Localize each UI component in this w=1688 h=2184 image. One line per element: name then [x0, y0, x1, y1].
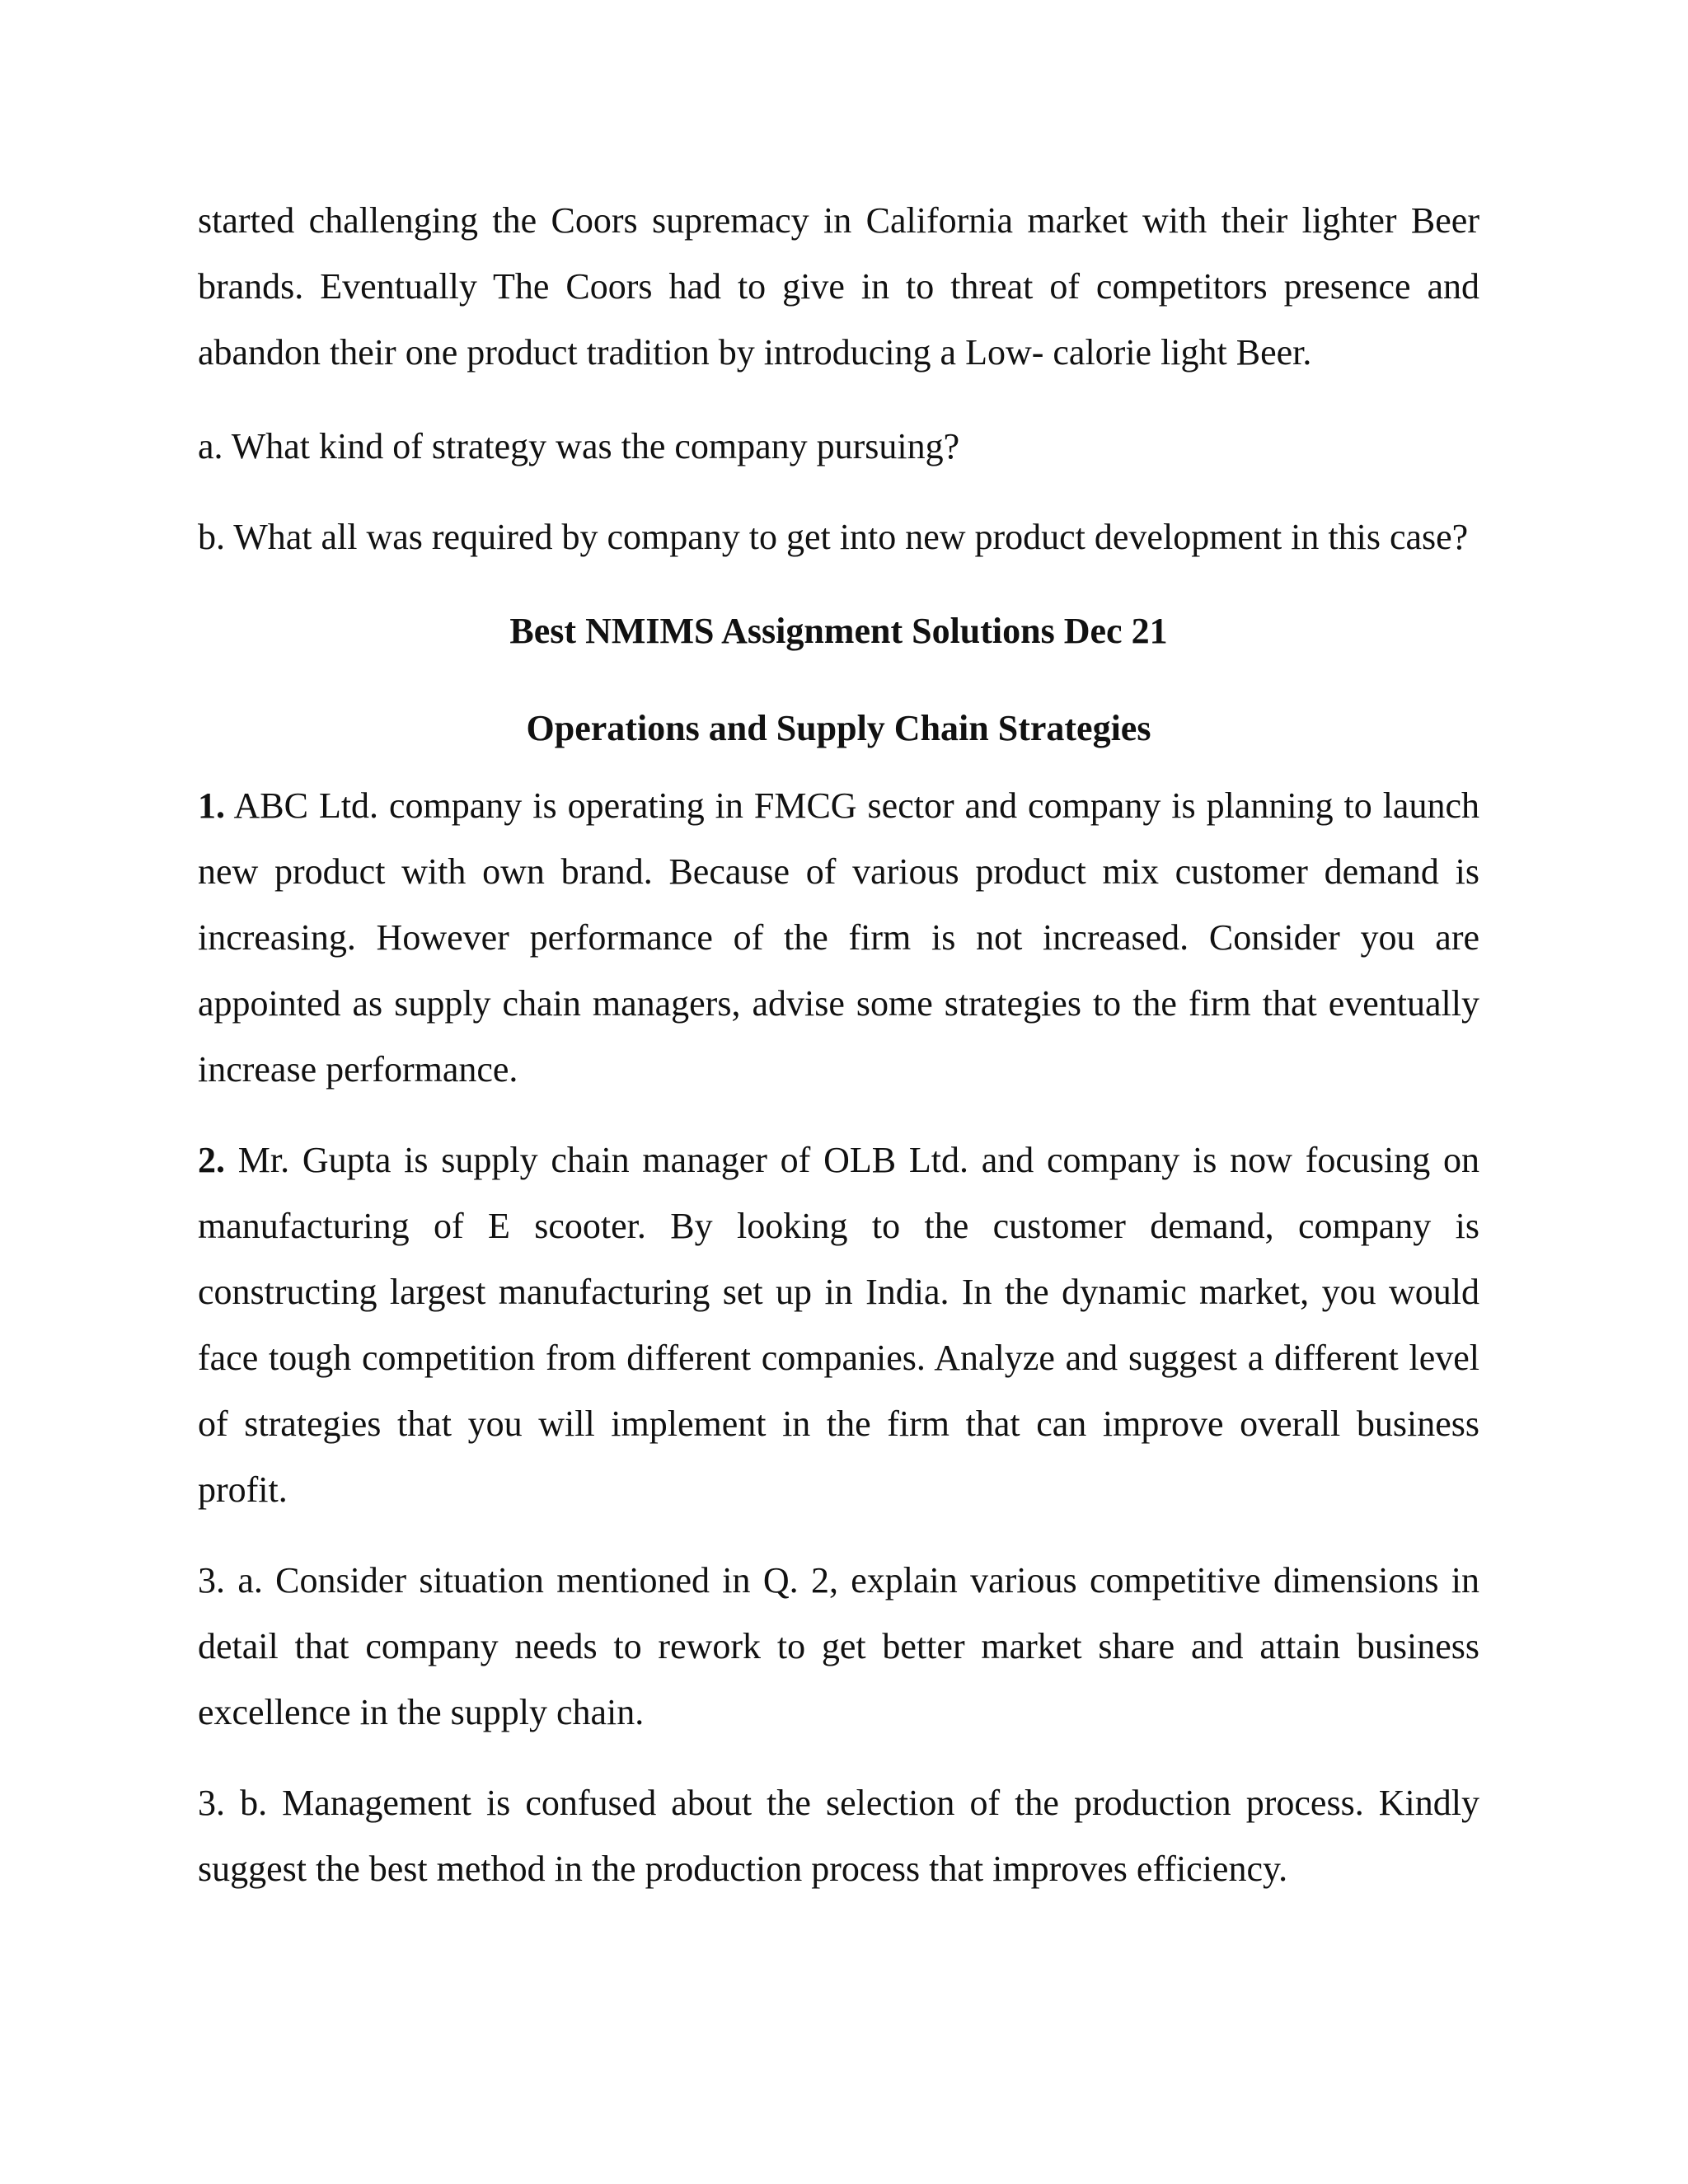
question-3b: 3. b. Management is confused about the selection of the production process. Kindly suggest the best method in the production process that improves efficiency.: [198, 1783, 1479, 1889]
heading-main: Best NMIMS Assignment Solutions Dec 21: [509, 611, 1168, 651]
question-2-number: 2.: [198, 1140, 225, 1180]
question-3a: 3. a. Consider situation mentioned in Q. 2, explain various competitive dimensions in detail that company needs to rework to get better market share and attain business excellence in the supply chain.: [198, 1560, 1479, 1732]
question-1-number: 1.: [198, 785, 225, 826]
question-1-text: ABC Ltd. company is operating in FMCG sector and company is planning to launch new product with own brand. Because of various product mix customer demand is increasing. However performance of the firm is not increased. Consider you are appointed as supply chain managers, advise some strategies to the firm that eventually increase performance.: [198, 785, 1479, 1090]
intro-paragraph: started challenging the Coors supremacy in California market with their lighter Beer brands. Eventually The Coors had to give in to threat of competitors presence and abandon their one product tradition by introducing a Low- calorie light Beer.: [198, 200, 1479, 373]
question-2-text: Mr. Gupta is supply chain manager of OLB Ltd. and company is now focusing on manufacturing of E scooter. By looking to the customer demand, company is constructing largest manufacturing set up in India. In the dynamic market, you would face tough competition from different companies. Analyze and suggest a different level of strategies that you will implement in the firm that can improve overall business profit.: [198, 1140, 1479, 1510]
question-2: [198, 1127, 1479, 1523]
heading-subject: Operations and Supply Chain Strategies: [526, 708, 1151, 748]
question-1: [198, 773, 1479, 1103]
question-a: a. What kind of strategy was the company pursuing?: [198, 426, 960, 466]
page-content: [198, 188, 1479, 1902]
question-b: b. What all was required by company to get into new product development in this case?: [198, 517, 1469, 557]
